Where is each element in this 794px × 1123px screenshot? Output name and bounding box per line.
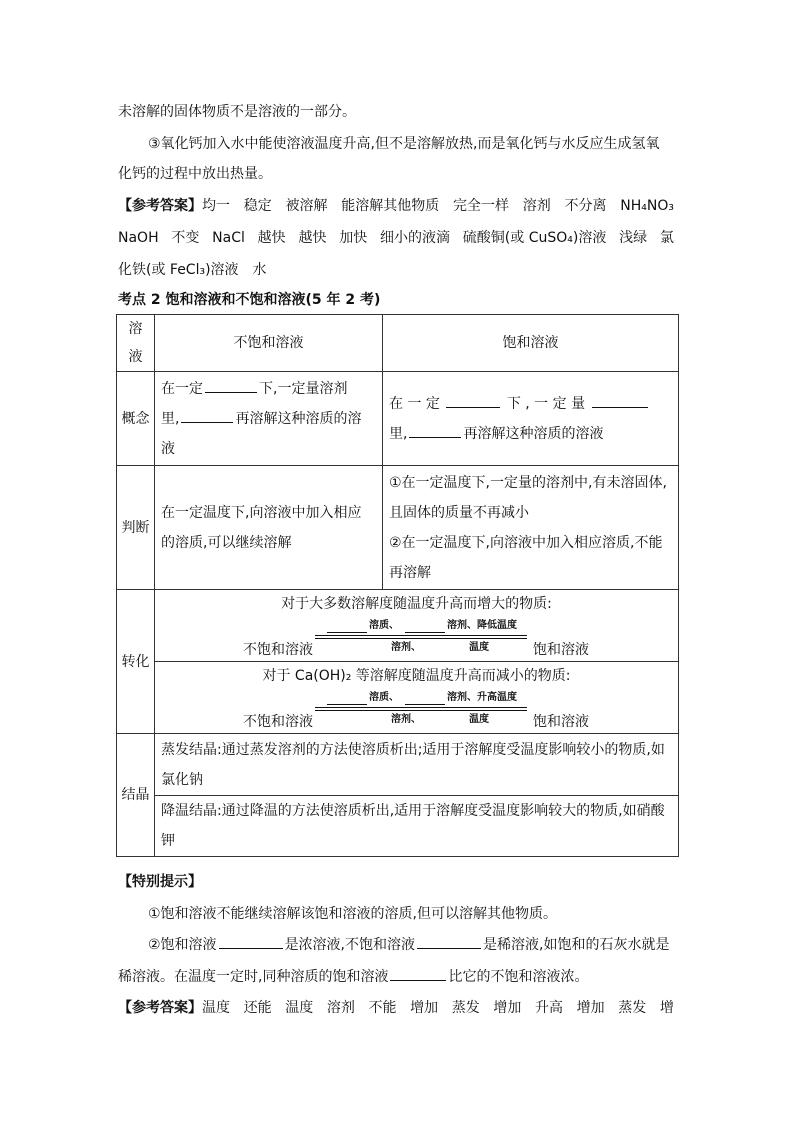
- convert-b-right: 饱和溶液: [533, 714, 589, 730]
- answer-word: 氯: [659, 230, 674, 246]
- intro-line-3: 化钙的过程中放出热量。: [118, 166, 272, 182]
- answer-word: NaOH: [118, 230, 159, 246]
- answer-word: 浅绿: [619, 230, 648, 246]
- answer-word: 升高: [535, 1000, 563, 1016]
- answer-row-3: 化铁(或 FeCl₃)溶液 水: [118, 262, 267, 278]
- row-label-crystal: 结晶: [117, 734, 155, 857]
- concept-unsaturated: 在一定 下,一定量溶剂 里, 再溶解这种溶质的溶 液: [155, 372, 383, 466]
- answer-word: 不能: [368, 1000, 397, 1016]
- convert-b-title: 对于 Ca(OH)₂ 等溶解度随温度升高而减小的物质:: [262, 668, 571, 684]
- judge-unsaturated: 在一定温度下,向溶液中加入相应 的溶质,可以继续溶解: [155, 466, 383, 590]
- intro-line-2: ③氧化钙加入水中能使溶液温度升高,但不是溶解放热,而是氧化钙与水反应生成氢氧: [148, 136, 660, 152]
- header-saturated: 饱和溶液: [383, 315, 679, 372]
- arrow-bottom-label-1: 溶剂、: [391, 714, 421, 725]
- crystal-cooling: 降温结晶:通过降温的方法使溶质析出,适用于溶解度受温度影响较大的物质,如硝酸 钾: [155, 796, 679, 857]
- answer-label: 【参考答案】: [118, 198, 202, 214]
- answer-word: 不变: [171, 230, 200, 246]
- arrow-top-label-2: 溶剂、升高温度: [447, 692, 517, 703]
- double-arrow: [315, 620, 527, 660]
- double-arrow: [315, 692, 527, 732]
- convert-a-title: 对于大多数溶解度随温度升高而增大的物质:: [281, 596, 552, 612]
- tips-line-2: ②饱和溶液 是浓溶液,不饱和溶液 是稀溶液,如饱和的石灰水就是: [148, 934, 669, 955]
- table-row-concept: [117, 372, 679, 466]
- row-label-convert: 转化: [117, 590, 155, 734]
- answer-word: 增: [659, 1000, 674, 1016]
- answer-word: 被溶解: [285, 198, 328, 214]
- crystal-evaporation: 蒸发结晶:通过蒸发溶剂的方法使溶质析出;适用于溶解度受温度影响较小的物质,如 氯化钠: [155, 734, 679, 796]
- answer-word: 均一: [202, 198, 230, 214]
- answer-word: 细小的液滴: [380, 230, 451, 246]
- row-label-judge: 判断: [117, 466, 155, 590]
- answer-word: 稳定: [243, 198, 272, 214]
- intro-line-1: 未溶解的固体物质不是溶液的一部分。: [118, 104, 356, 120]
- arrow-bottom-label-1: 溶剂、: [391, 642, 421, 653]
- arrow-bottom-label-2: 温度: [469, 642, 489, 653]
- answer-word: 加快: [339, 230, 368, 246]
- judge-saturated: ①在一定温度下,一定量的溶剂中,有未溶固体, 且固体的质量不再减小 ②在一定温度下,向溶液中加入相应溶质,不能 再溶解: [383, 466, 679, 590]
- answer-word: 温度: [285, 1000, 314, 1016]
- arrow-top-label-2: 溶剂、降低温度: [447, 620, 517, 631]
- convert-a-left: 不饱和溶液: [243, 642, 313, 658]
- fill-blank: [417, 934, 481, 949]
- concept-saturated: 在 一 定 下 , 一 定 量 里, 再溶解这种溶质的溶液: [383, 372, 679, 466]
- saturation-table: [116, 314, 679, 857]
- answer-row-2: [118, 228, 674, 248]
- answer-word: NH₄NO₃: [620, 198, 674, 214]
- fill-blank: [219, 934, 283, 949]
- arrow-top-label-1: 溶质、: [369, 692, 399, 703]
- convert-decreasing: [155, 662, 679, 734]
- answer-word: 溶剂: [522, 198, 551, 214]
- answer-word: 硫酸铜(或 CuSO₄)溶液: [462, 230, 607, 246]
- convert-increasing: [155, 590, 679, 662]
- convert-b-left: 不饱和溶液: [243, 714, 313, 730]
- table-row-convert-b: [117, 662, 679, 734]
- answer-word: NaCl: [212, 230, 245, 246]
- answer-word: 越快: [257, 230, 286, 246]
- answer-word: 越快: [298, 230, 327, 246]
- answer-word: 溶剂: [326, 1000, 355, 1016]
- table-row-crystal-cool: [117, 796, 679, 857]
- row-label-concept: 概念: [117, 372, 155, 466]
- arrow-bottom-label-2: 温度: [469, 714, 489, 725]
- answer-word: 增加: [410, 1000, 439, 1016]
- table-row-convert-a: [117, 590, 679, 662]
- answer-word: 蒸发: [451, 1000, 480, 1016]
- answer-row-1: [118, 196, 674, 216]
- answer2-row: [118, 998, 674, 1018]
- header-solution: 溶液: [117, 315, 155, 372]
- answer-word: 温度: [202, 1000, 230, 1016]
- fill-blank: [205, 378, 257, 393]
- tips-label: 【特别提示】: [118, 874, 202, 890]
- answer-word: 增加: [576, 1000, 605, 1016]
- tips-line-3: 稀溶液。在温度一定时,同种溶质的饱和溶液 比它的不饱和溶液浓。: [118, 966, 588, 987]
- section-title: 考点 2 饱和溶液和不饱和溶液(5 年 2 考): [118, 292, 381, 308]
- tips-line-1: ①饱和溶液不能继续溶解该饱和溶液的溶质,但可以溶解其他物质。: [148, 906, 557, 922]
- fill-blank: [181, 408, 233, 423]
- answer-word: 蒸发: [618, 1000, 647, 1016]
- answer-word: 增加: [493, 1000, 522, 1016]
- fill-blank: [409, 423, 461, 438]
- arrow-top-label-1: 溶质、: [369, 620, 399, 631]
- table-header-row: [117, 315, 679, 372]
- fill-blank: [446, 393, 500, 408]
- header-unsaturated: 不饱和溶液: [155, 315, 383, 372]
- answer-word: 能溶解其他物质: [341, 198, 440, 214]
- fill-blank: [592, 393, 648, 408]
- answer-word: 完全一样: [453, 198, 509, 214]
- convert-a-right: 饱和溶液: [533, 642, 589, 658]
- table-row-judge: [117, 466, 679, 590]
- answer-word: 还能: [243, 1000, 272, 1016]
- table-row-crystal-evap: [117, 734, 679, 796]
- answer-label: 【参考答案】: [118, 1000, 202, 1016]
- answer-word: 不分离: [564, 198, 607, 214]
- fill-blank: [390, 966, 446, 981]
